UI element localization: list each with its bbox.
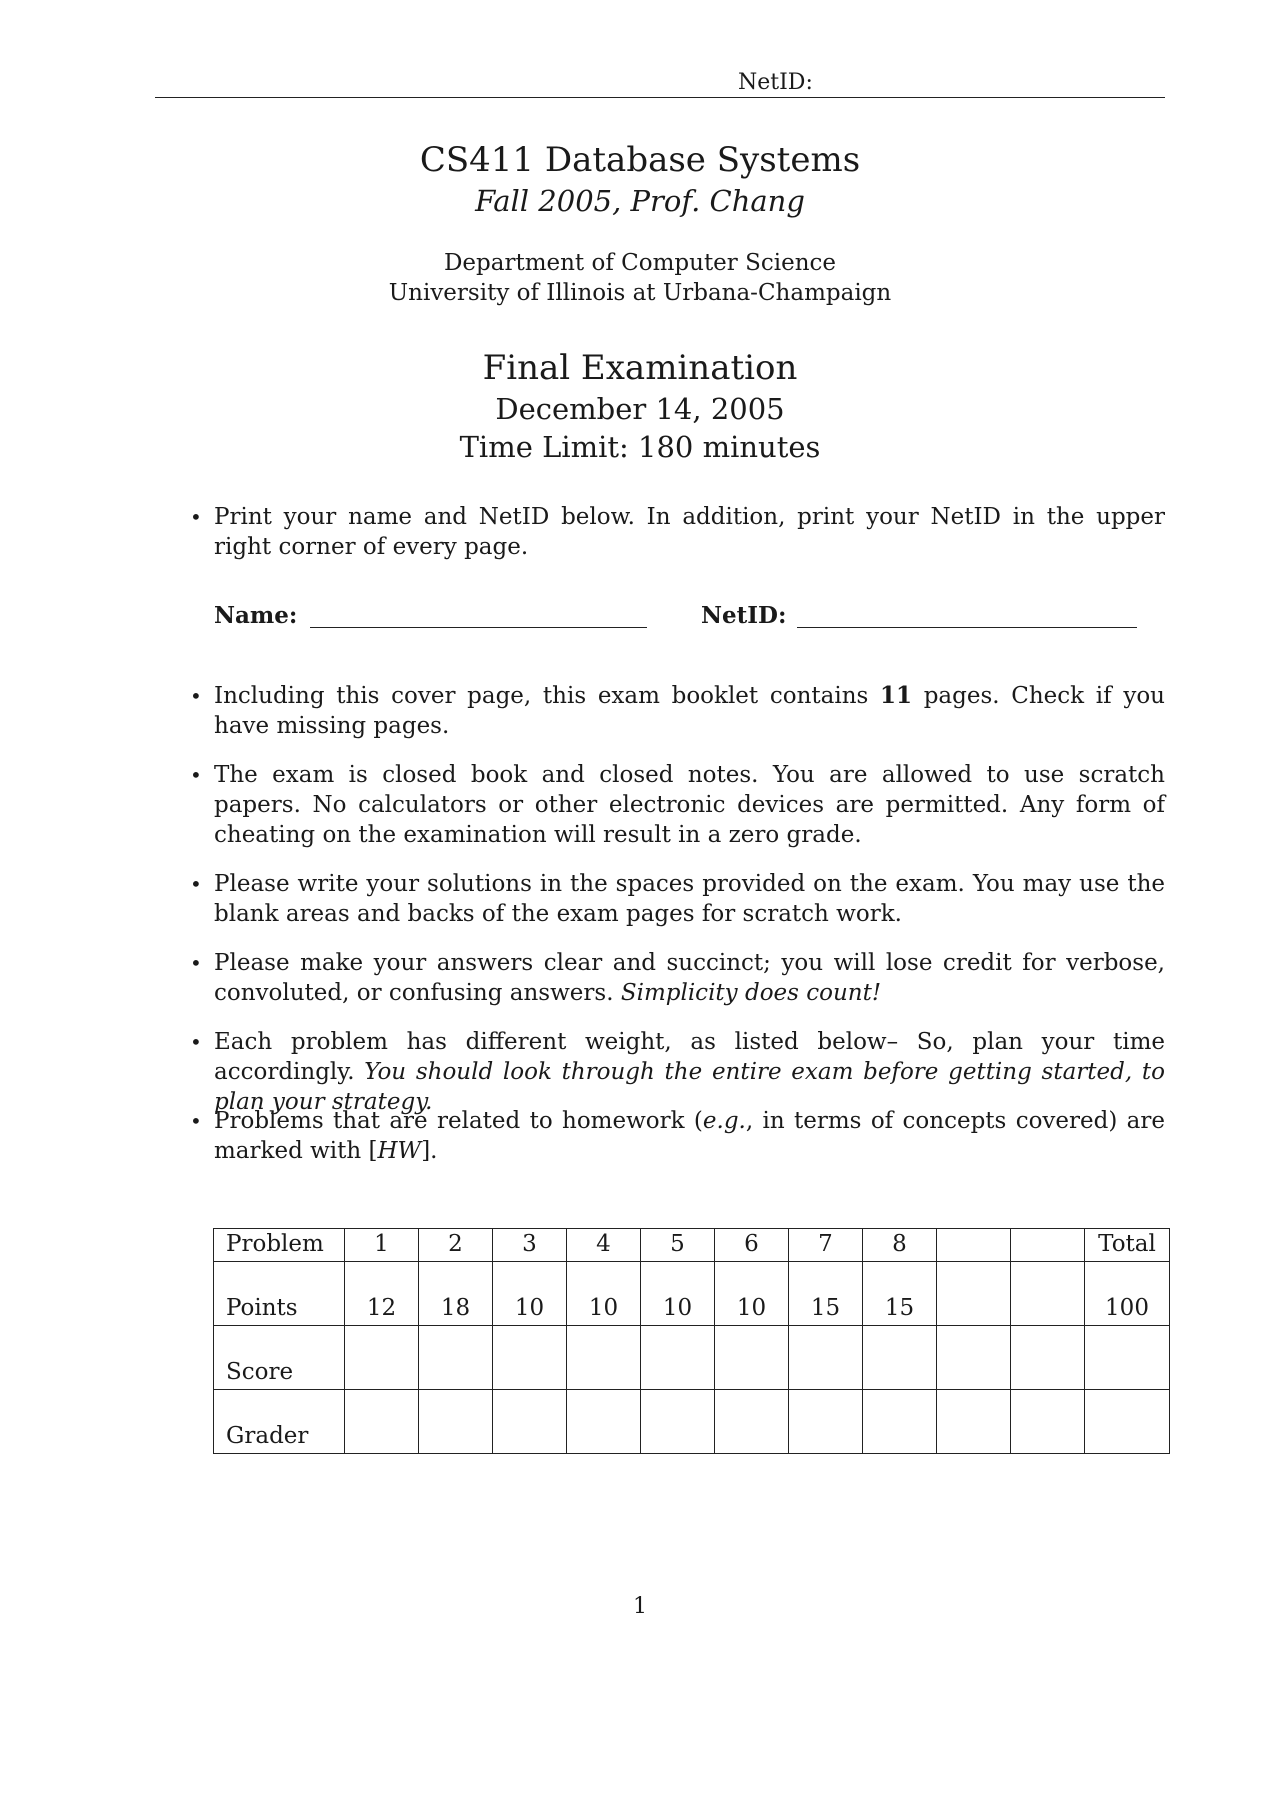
netid-field[interactable]	[797, 627, 1137, 628]
bullet-dot-icon: •	[190, 1109, 202, 1133]
points-cell	[937, 1262, 1011, 1326]
table-row-problem	[214, 1229, 1170, 1262]
instruction-bullet	[190, 502, 1165, 562]
course-term-professor: Fall 2005, Prof. Chang	[475, 184, 805, 218]
problem-number: 6	[715, 1229, 789, 1262]
instruction-bullet	[190, 869, 1165, 929]
total-points: 100	[1085, 1262, 1170, 1326]
score-cell[interactable]	[493, 1326, 567, 1390]
exam-date: December 14, 2005	[495, 392, 785, 426]
score-cell[interactable]	[345, 1326, 419, 1390]
table-row-score	[214, 1326, 1170, 1390]
bullet-dot-icon: •	[190, 951, 202, 975]
instruction-text: Please write your solutions in the spaces provided on the exam. You may use the blank areas and backs of the exam pages for scratch work.	[214, 871, 1165, 927]
points-cell: 10	[715, 1262, 789, 1326]
page-number: 1	[633, 1594, 647, 1619]
problem-number: 5	[641, 1229, 715, 1262]
score-cell[interactable]	[419, 1326, 493, 1390]
row-label: Score	[214, 1326, 345, 1390]
instruction-text: Problems that are related to homework (e.g., in terms of concepts covered) are marked with [HW].	[214, 1108, 1165, 1164]
instruction-text: Print your name and NetID below. In addition, print your NetID in the upper right corner of every page.	[214, 504, 1165, 560]
score-total-cell[interactable]	[1085, 1326, 1170, 1390]
grader-cell[interactable]	[789, 1390, 863, 1454]
row-label: Grader	[214, 1390, 345, 1454]
name-label: Name:	[214, 602, 298, 629]
bullet-dot-icon: •	[190, 505, 202, 529]
grader-cell[interactable]	[493, 1390, 567, 1454]
grader-cell[interactable]	[567, 1390, 641, 1454]
bullet-dot-icon: •	[190, 1030, 202, 1054]
instruction-text: Each problem has different weight, as listed below– So, plan your time accordingly. You should look through the entire exam before getting started, to plan your strategy.	[214, 1029, 1165, 1115]
problem-number	[1011, 1229, 1085, 1262]
instruction-bullet	[190, 1027, 1165, 1117]
netid-label: NetID:	[701, 602, 787, 629]
instruction-bullet	[190, 681, 1165, 741]
instruction-bullet	[190, 760, 1165, 850]
score-table	[213, 1228, 1170, 1454]
points-cell: 10	[641, 1262, 715, 1326]
score-cell[interactable]	[715, 1326, 789, 1390]
header-netid-label: NetID:	[738, 70, 813, 95]
problem-number: 1	[345, 1229, 419, 1262]
grader-total-cell[interactable]	[1085, 1390, 1170, 1454]
points-cell: 15	[789, 1262, 863, 1326]
department: Department of Computer Science	[443, 250, 837, 276]
exam-time-limit: Time Limit: 180 minutes	[459, 430, 821, 464]
problem-number: 7	[789, 1229, 863, 1262]
bullet-dot-icon: •	[190, 763, 202, 787]
bullet-dot-icon: •	[190, 684, 202, 708]
points-cell: 18	[419, 1262, 493, 1326]
problem-number	[937, 1229, 1011, 1262]
score-cell[interactable]	[789, 1326, 863, 1390]
grader-cell[interactable]	[419, 1390, 493, 1454]
instruction-text: The exam is closed book and closed notes. You are allowed to use scratch papers. No calculators or other electronic devices are permitted. Any form of cheating on the examination will result in a zero grade.	[214, 762, 1165, 848]
score-cell[interactable]	[1011, 1326, 1085, 1390]
problem-number: 8	[863, 1229, 937, 1262]
header-rule	[155, 97, 1165, 98]
instruction-text: Please make your answers clear and succinct; you will lose credit for verbose, convoluted, or confusing answers. Simplicity does count!	[214, 950, 1165, 1006]
score-cell[interactable]	[937, 1326, 1011, 1390]
points-cell: 12	[345, 1262, 419, 1326]
problem-number: 3	[493, 1229, 567, 1262]
grader-cell[interactable]	[345, 1390, 419, 1454]
grader-cell[interactable]	[1011, 1390, 1085, 1454]
row-label: Problem	[214, 1229, 345, 1262]
points-cell: 10	[567, 1262, 641, 1326]
instruction-bullet	[190, 1106, 1165, 1166]
points-cell: 15	[863, 1262, 937, 1326]
grader-cell[interactable]	[715, 1390, 789, 1454]
table-row-points	[214, 1262, 1170, 1326]
problem-number: 2	[419, 1229, 493, 1262]
score-cell[interactable]	[641, 1326, 715, 1390]
score-cell[interactable]	[567, 1326, 641, 1390]
points-cell	[1011, 1262, 1085, 1326]
points-cell: 10	[493, 1262, 567, 1326]
course-title: CS411 Database Systems	[419, 140, 861, 180]
grader-cell[interactable]	[937, 1390, 1011, 1454]
bullet-dot-icon: •	[190, 872, 202, 896]
university: University of Illinois at Urbana-Champaign	[388, 280, 892, 306]
name-field[interactable]	[310, 627, 647, 628]
instruction-text: Including this cover page, this exam booklet contains 11 pages. Check if you have missing pages.	[214, 682, 1165, 739]
problem-number: 4	[567, 1229, 641, 1262]
table-row-grader	[214, 1390, 1170, 1454]
row-label: Points	[214, 1262, 345, 1326]
total-label: Total	[1085, 1229, 1170, 1262]
grader-cell[interactable]	[863, 1390, 937, 1454]
instruction-bullet	[190, 948, 1165, 1008]
exam-title: Final Examination	[482, 348, 798, 388]
grader-cell[interactable]	[641, 1390, 715, 1454]
score-cell[interactable]	[863, 1326, 937, 1390]
